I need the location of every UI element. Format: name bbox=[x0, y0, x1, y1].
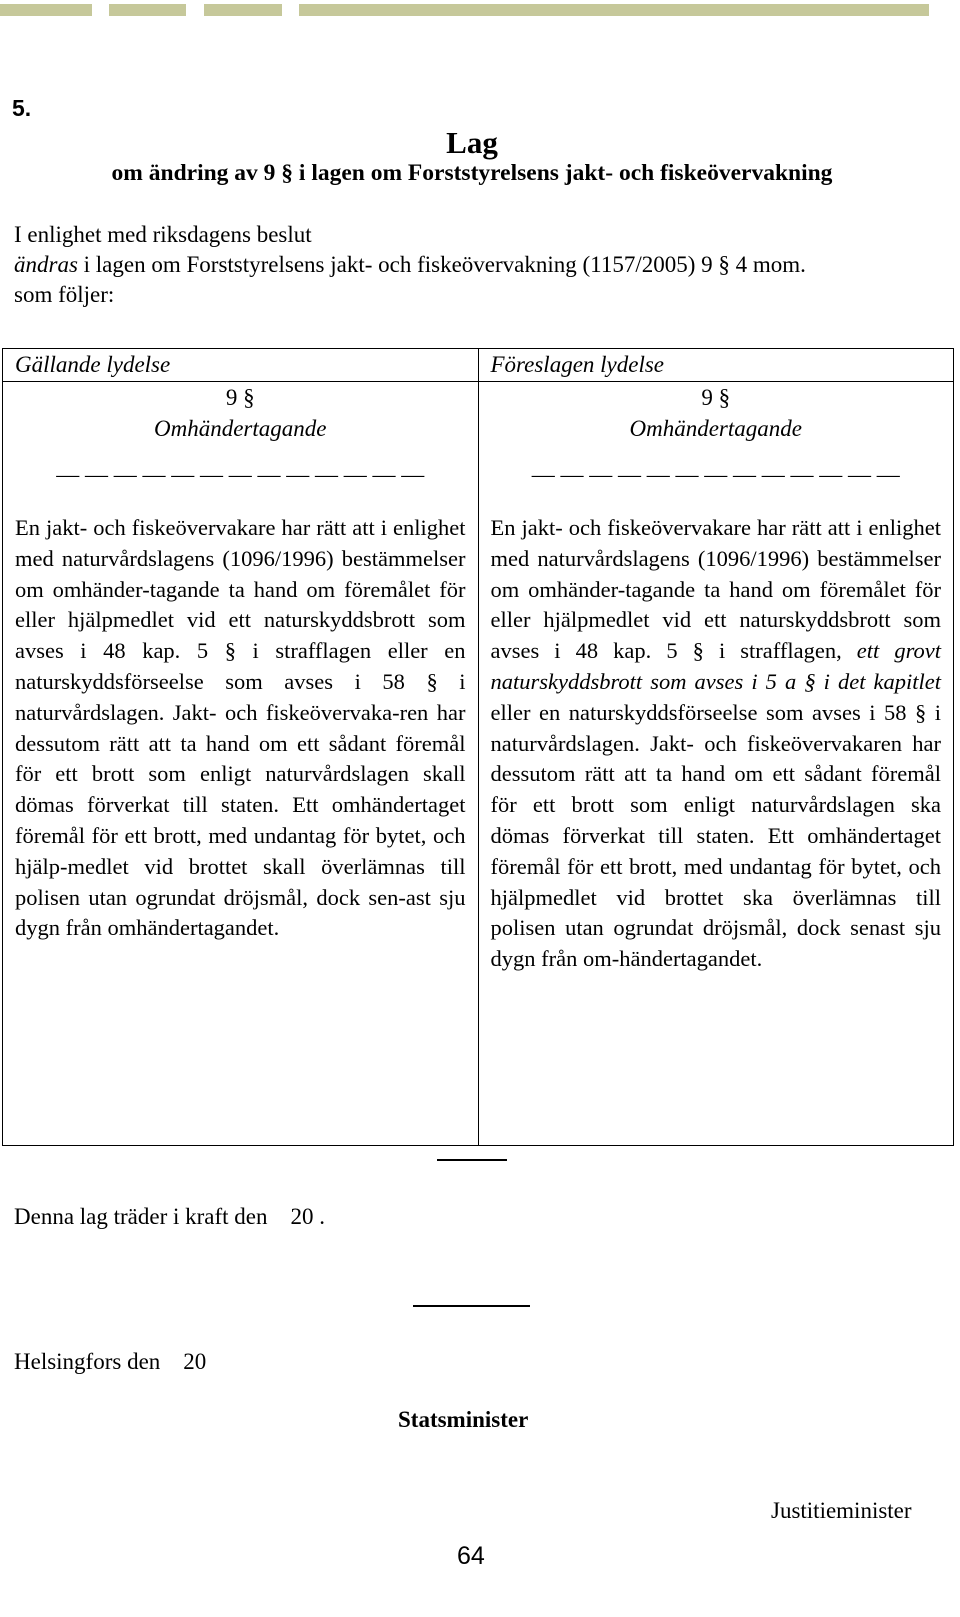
left-column-header-cell bbox=[3, 349, 479, 382]
intro-line-1: I enlighet med riksdagens beslut bbox=[14, 222, 312, 247]
section-number: 5. bbox=[12, 95, 32, 121]
top-bar-segment bbox=[204, 4, 282, 16]
signatory-prime-minister: Statsminister bbox=[398, 1407, 529, 1432]
separator-line-long bbox=[413, 1305, 530, 1307]
law-title: Lag bbox=[446, 125, 498, 160]
comparison-table bbox=[2, 348, 954, 1146]
left-section-number: 9 § bbox=[225, 385, 255, 410]
proposed-wording-text bbox=[491, 513, 942, 975]
top-bar-segment bbox=[109, 4, 186, 16]
proposed-text-amendment: ett grovt naturskyddsbrott som avses i 5 a § i det kapitlet bbox=[490, 638, 941, 694]
intro-amend-rest: i lagen om Forststyrelsens jakt- och fiskeövervakning (1157/2005) 9 § 4 mom. bbox=[77, 252, 806, 277]
right-column-header-cell bbox=[478, 349, 954, 382]
current-wording-header: Gällande lydelse bbox=[15, 352, 171, 377]
separator-line bbox=[437, 1159, 507, 1161]
page-number: 64 bbox=[457, 1542, 485, 1570]
entry-into-force: Denna lag träder i kraft den 20 . bbox=[14, 1204, 326, 1229]
left-section-heading: Omhändertagande bbox=[154, 416, 327, 441]
place-and-date: Helsingfors den 20 bbox=[14, 1349, 207, 1374]
left-omission-dashes: — — — — — — — — — — — — — bbox=[56, 462, 425, 487]
right-omission-dashes: — — — — — — — — — — — — — bbox=[531, 462, 900, 487]
law-subtitle: om ändring av 9 § i lagen om Forststyrelsens jakt- och fiskeövervakning bbox=[111, 160, 833, 186]
intro-line-3: som följer: bbox=[14, 282, 115, 307]
current-wording-text: En jakt- och fiskeövervakare har rätt att i enlighet med naturvårdslagens (1096/1996) bestämmelser om omhänder-tagande ta hand om föremålet för eller hjälpmedlet vid ett naturskyddsbrott som avses i 48 kap. 5 § i strafflagen eller en naturskyddsförseelse som avses i 58 § i naturvårdslagen. Jakt- och fiskeövervaka-ren har dessutom rätt att ta hand om ett sådant föremål för ett brott som enligt naturvårdslagen skall dömas förverkat till staten. Ett omhändertaget föremål för ett brott, med undantag för bytet, och hjälp-medlet vid brottet skall överlämnas till polisen utan ogrundat dröjsmål, dock sen-ast sju dygn från omhändertagandet. bbox=[15, 515, 466, 941]
current-wording-cell bbox=[3, 382, 479, 1146]
top-bar-segment bbox=[0, 4, 92, 16]
signatory-minister-of-justice: Justitieminister bbox=[771, 1498, 912, 1523]
right-section-heading: Omhändertagande bbox=[629, 416, 802, 441]
intro-line-2 bbox=[14, 250, 806, 280]
proposed-wording-cell bbox=[478, 382, 954, 1146]
right-section-number: 9 § bbox=[701, 385, 731, 410]
proposed-text-part-1: En jakt- och fiskeövervakare har rätt att i enlighet med naturvårdslagens (1096/1996) bestämmelser om omhänder-tagande ta hand om föremålet för eller hjälpmedlet vid ett naturskyddsbrott som avses i 48 kap. 5 § i strafflagen, bbox=[490, 515, 941, 664]
top-bar-segment bbox=[299, 4, 929, 16]
proposed-text-part-2: eller en naturskyddsförseelse som avses i 58 § i naturvårdslagen. Jakt- och fiskeövervakaren har dessutom rätt att ta hand om ett sådant föremål för ett brott som enligt naturvårdslagen ska dömas förverkat till staten. Ett omhändertaget föremål för ett brott, med undantag för bytet, och hjälpmedlet vid brottet ska överlämnas till polisen utan ogrundat dröjsmål, dock senast sju dygn från om-händertagandet. bbox=[490, 699, 941, 972]
intro-amend-word: ändras bbox=[14, 252, 78, 277]
proposed-wording-header: Föreslagen lydelse bbox=[490, 352, 665, 377]
